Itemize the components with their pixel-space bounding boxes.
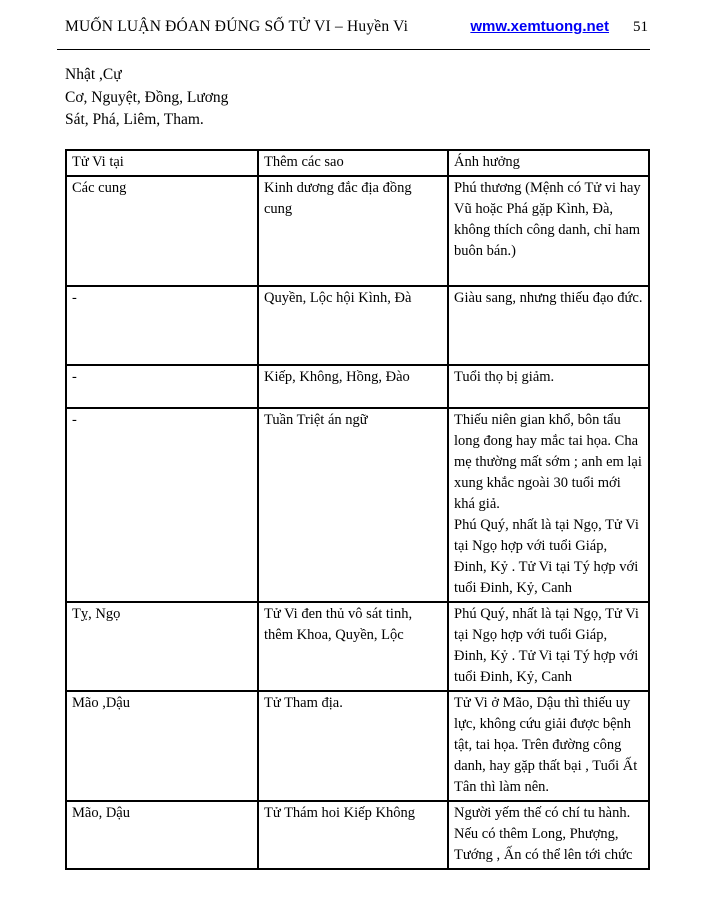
header-right [470,18,648,36]
table-row [66,691,649,801]
cell-position: Mão, Dậu [66,801,258,869]
cell-stars: Tuần Triệt án ngữ [258,408,448,602]
cell-position: - [66,365,258,408]
cell-effect [448,801,649,869]
tuvi-table [65,149,650,870]
effect-paragraph: Thiếu niên gian khổ, bôn tẩu long đong hay mắc tai họa. Cha mẹ thường mất sớm ; anh em lại xung khắc ngoài 30 tuổi mới khá giả. [454,411,642,512]
intro-line: Sát, Phá, Liêm, Tham. [65,111,204,128]
cell-stars: Tử Vi đen thủ vô sát tinh, thêm Khoa, Quyền, Lộc [258,602,448,691]
table-header-row [66,150,649,176]
cell-effect [448,602,649,691]
table-row [66,801,649,869]
cell-effect [448,408,649,602]
table-row [66,365,649,408]
cell-stars: Kiếp, Không, Hồng, Đào [258,365,448,408]
page-header [0,0,705,36]
cell-stars: Tử Thám hoi Kiếp Không [258,801,448,869]
cell-stars: Tử Tham địa. [258,691,448,801]
intro-list [0,50,705,132]
effect-paragraph: Phú Quý, nhất là tại Ngọ, Tử Vi tại Ngọ hợp với tuổi Giáp, Đinh, Kỷ . Tử Vi tại Tý hợp với tuổi Đinh, Kỷ, Canh [454,516,639,596]
cell-position: Mão ,Dậu [66,691,258,801]
effect-paragraph: Tuổi thọ bị giảm. [454,368,555,385]
table-row [66,408,649,602]
table-row [66,286,649,365]
site-link[interactable]: wmw.xemtuong.net [470,18,609,35]
cell-effect [448,176,649,286]
table-row [66,176,649,286]
cell-effect [448,365,649,408]
table-row [66,602,649,691]
header-cell-stars: Thêm các sao [258,150,448,176]
header-cell-position: Tử Vi tại [66,150,258,176]
effect-paragraph: Phú Quý, nhất là tại Ngọ, Tử Vi tại Ngọ hợp với tuổi Giáp, Đinh, Kỷ . Tử Vi tại Tý hợp với tuổi Đinh, Kỷ, Canh [454,605,639,685]
effect-paragraph: Người yếm thế có chí tu hành. Nếu có thêm Long, Phượng, Tướng , Ấn có thể lên tới chức [454,804,633,863]
cell-stars: Kinh dương đắc địa đồng cung [258,176,448,286]
cell-position: - [66,286,258,365]
cell-stars: Quyền, Lộc hội Kình, Đà [258,286,448,365]
effect-paragraph: Tử Vi ở Mão, Dậu thì thiếu uy lực, không cứu giải được bệnh tật, tai họa. Trên đường công danh, hay gặp thất bại , Tuổi Ất Tân thì làm nên. [454,694,638,795]
cell-effect [448,286,649,365]
cell-position: Tỵ, Ngọ [66,602,258,691]
effect-paragraph: Phú thương (Mệnh có Tử vi hay Vũ hoặc Phá gặp Kình, Đà, không thích công danh, chỉ ham buôn bán.) [454,179,641,259]
header-cell-effect: Ánh hưởng [448,150,649,176]
intro-line: Cơ, Nguyệt, Đồng, Lương [65,88,229,106]
cell-position: - [66,408,258,602]
effect-paragraph: Giàu sang, nhưng thiếu đạo đức. [454,289,643,306]
intro-line: Nhật ,Cự [65,66,122,83]
cell-position: Các cung [66,176,258,286]
page-number: 51 [633,19,648,35]
document-title: MUỐN LUẬN ĐÓAN ĐÚNG SỐ TỬ VI – Huyền Vi [65,18,409,35]
cell-effect [448,691,649,801]
